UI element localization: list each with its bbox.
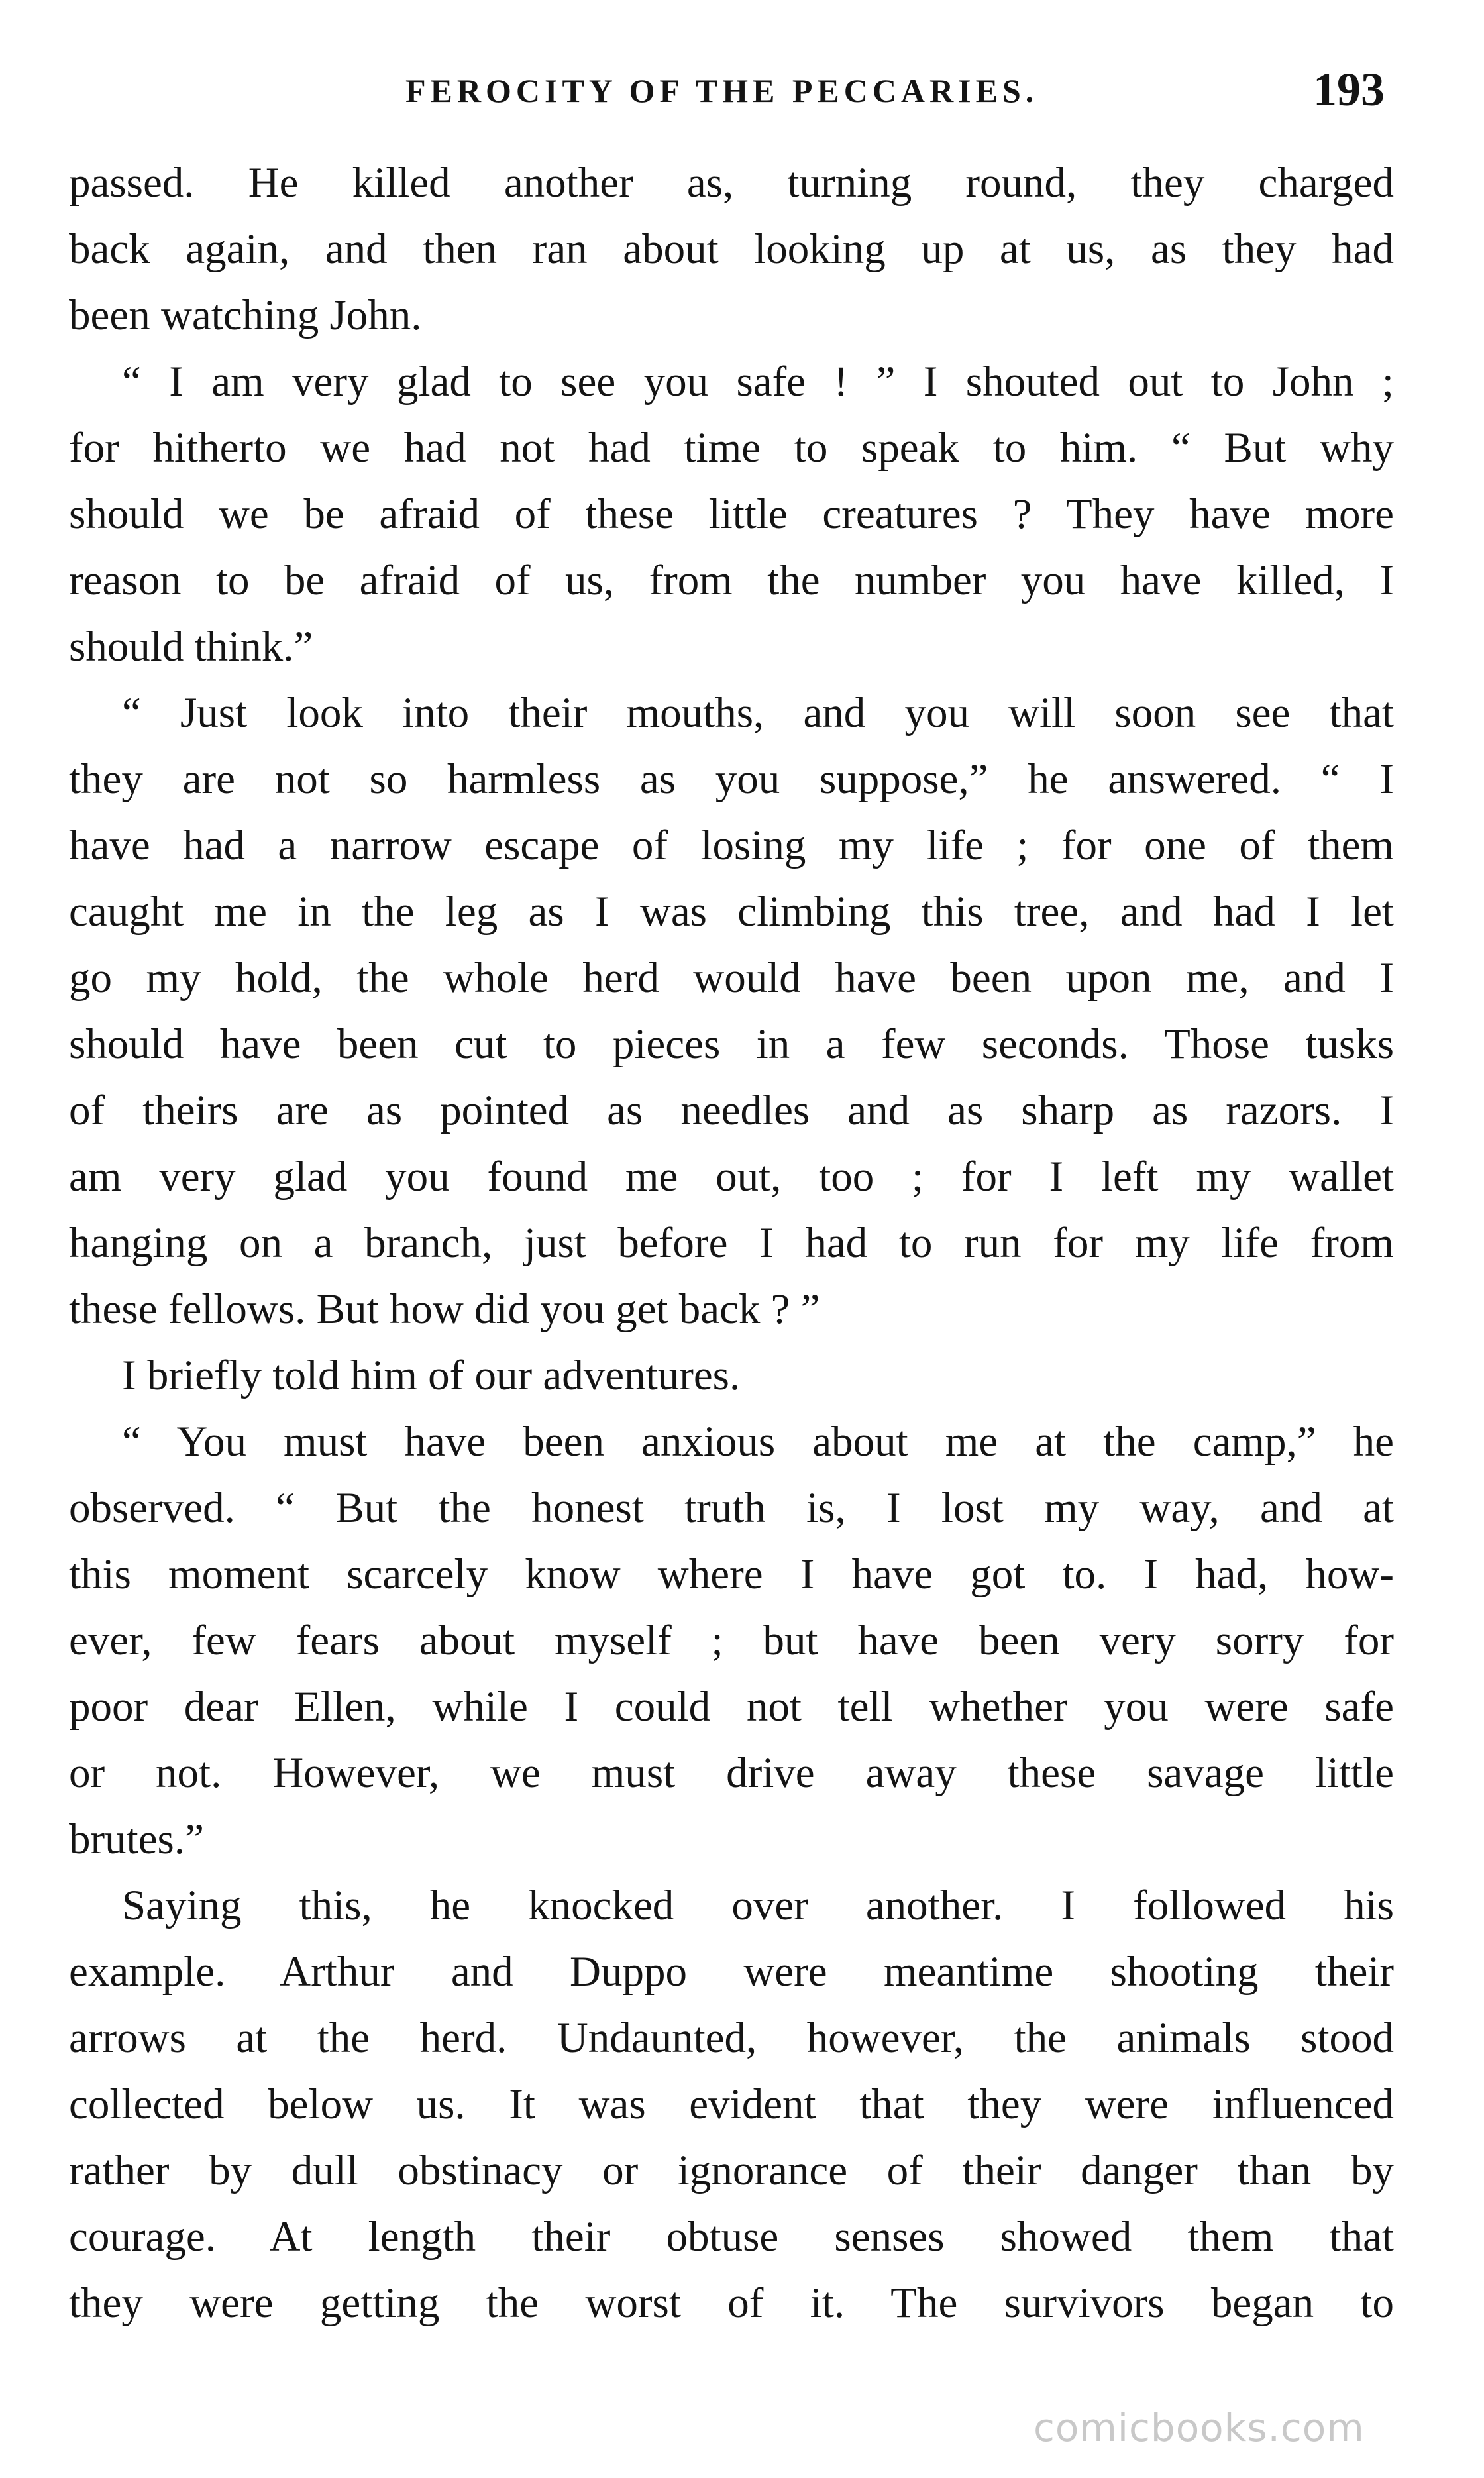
body-text <box>69 150 1394 2336</box>
running-title: FEROCITY OF THE PECCARIES. <box>405 72 1039 109</box>
watermark: comicbooks.com <box>1034 2405 1365 2450</box>
text-line: passed. He killed another as, turning round, they charged <box>69 159 1394 207</box>
text-line: reason to be afraid of us, from the number you have killed, I <box>69 557 1394 604</box>
text-line: “ Just look into their mouths, and you will soon see that <box>122 689 1394 737</box>
text-line: brutes.” <box>69 1815 204 1863</box>
text-line: example. Arthur and Duppo were meantime shooting their <box>69 1948 1394 1996</box>
text-line: arrows at the herd. Undaunted, however, the animals stood <box>69 2014 1394 2062</box>
text-line: rather by dull obstinacy or ignorance of their danger than by <box>69 2147 1394 2194</box>
text-line: courage. At length their obtuse senses showed them that <box>69 2213 1394 2261</box>
text-line: Saying this, he knocked over another. I followed his <box>122 1882 1394 1929</box>
text-line: been watching John. <box>69 292 422 339</box>
text-line: this moment scarcely know where I have got to. I had, how- <box>69 1550 1394 1598</box>
text-line: am very glad you found me out, too ; for I left my wallet <box>69 1153 1394 1201</box>
text-line: they are not so harmless as you suppose,” he answered. “ I <box>69 755 1394 803</box>
text-line: these fellows. But how did you get back ? ” <box>69 1285 820 1333</box>
running-head <box>0 57 1484 136</box>
text-line: observed. “ But the honest truth is, I lost my way, and at <box>69 1484 1394 1532</box>
text-line: “ I am very glad to see you safe ! ” I shouted out to John ; <box>122 358 1394 405</box>
text-line: they were getting the worst of it. The survivors began to <box>69 2279 1394 2327</box>
text-line: have had a narrow escape of losing my life ; for one of them <box>69 822 1394 869</box>
text-line: go my hold, the whole herd would have been upon me, and I <box>69 954 1394 1002</box>
text-line: “ You must have been anxious about me at the camp,” he <box>122 1418 1394 1466</box>
text-line: should have been cut to pieces in a few seconds. Those tusks <box>69 1020 1394 1068</box>
page-number: 193 <box>1313 63 1385 116</box>
text-line: poor dear Ellen, while I could not tell whether you were safe <box>69 1683 1394 1731</box>
text-line: I briefly told him of our adventures. <box>122 1352 741 1399</box>
text-line: hanging on a branch, just before I had to run for my life from <box>69 1219 1394 1267</box>
text-line: of theirs are as pointed as needles and as sharp as razors. I <box>69 1087 1394 1134</box>
text-line: should think.” <box>69 623 313 671</box>
text-line: back again, and then ran about looking up at us, as they had <box>69 225 1394 273</box>
text-line: ever, few fears about myself ; but have been very sorry for <box>69 1617 1394 1664</box>
text-line: collected below us. It was evident that they were influenced <box>69 2080 1394 2128</box>
text-line: caught me in the leg as I was climbing this tree, and had I let <box>69 888 1394 936</box>
text-line: should we be afraid of these little creatures ? They have more <box>69 490 1394 538</box>
text-line: or not. However, we must drive away these savage little <box>69 1749 1394 1797</box>
text-line: for hitherto we had not had time to speak to him. “ But why <box>69 424 1394 472</box>
